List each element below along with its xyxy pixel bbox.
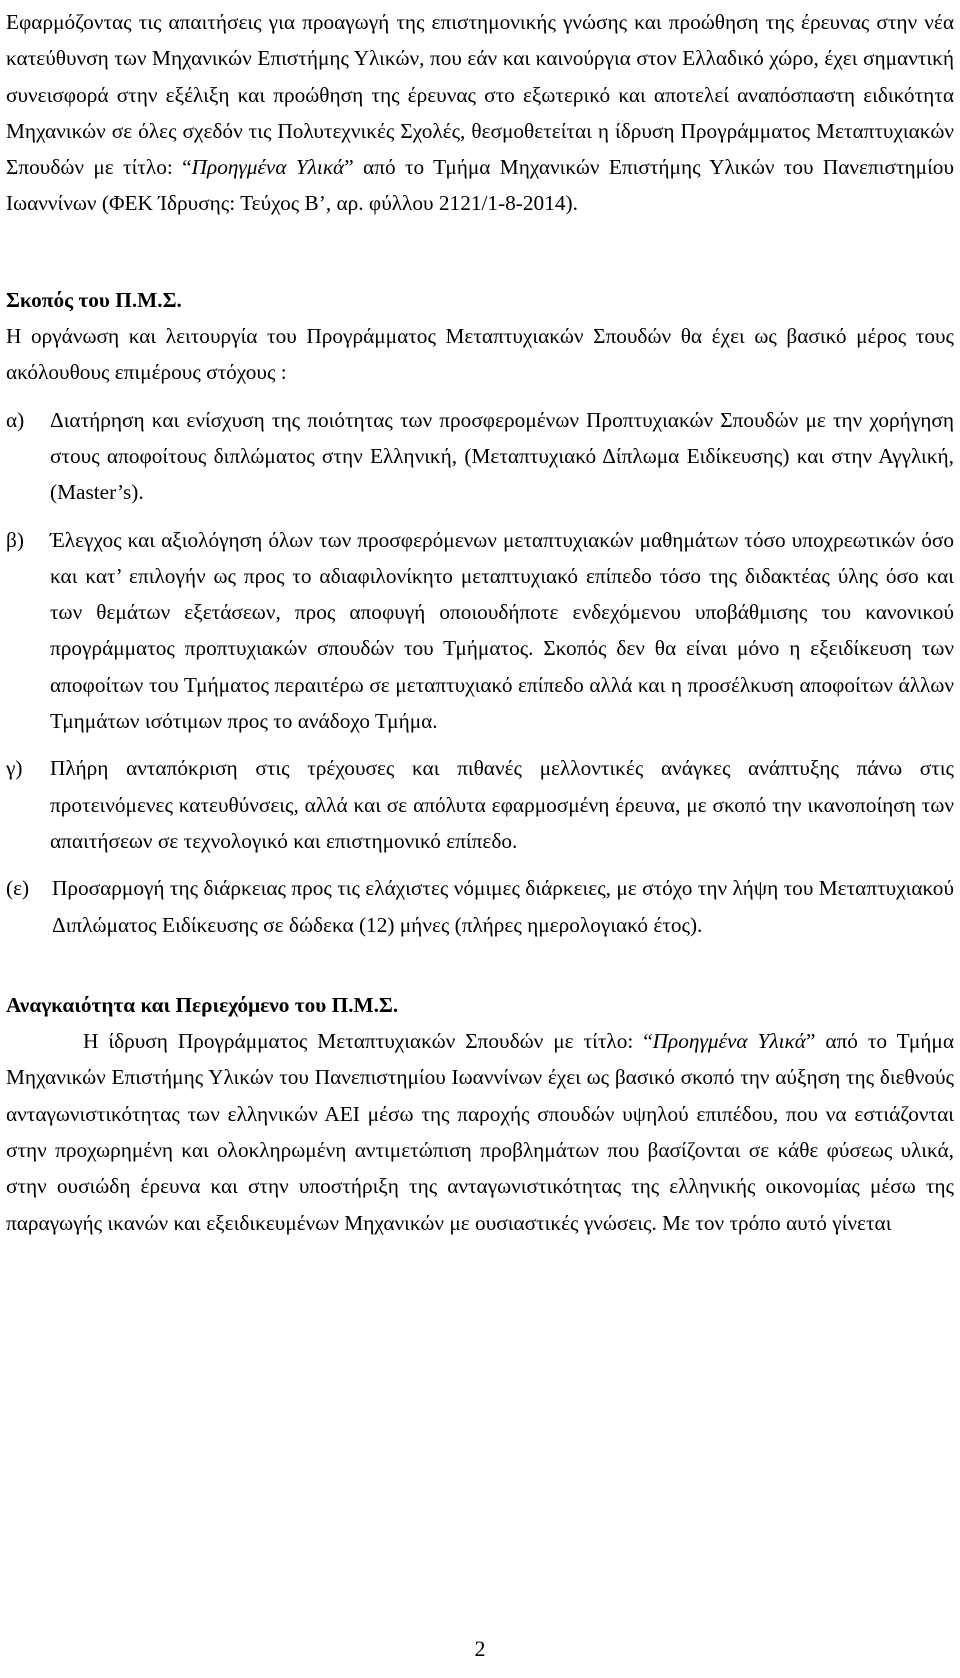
list-item xyxy=(6,522,954,740)
list-item xyxy=(6,750,954,859)
list-item-text: Πλήρη ανταπόκριση στις τρέχουσες και πιθανές μελλοντικές ανάγκες ανάπτυξης πάνω στις προτεινόμενες κατευθύνσεις, αλλά και σε απόλυτα εφαρμοσμένη έρευνα, με σκοπό την ικανοποίηση των απαιτήσεων σε τεχνολογικό και επιστημονικό επίπεδο. xyxy=(50,756,954,853)
list-item-text: Διατήρηση και ενίσχυση της ποιότητας των προσφερομένων Προπτυχιακών Σπουδών με την χορήγηση στους αποφοίτους διπλώματος στην Ελληνική, (Μεταπτυχιακό Δίπλωμα Ειδίκευσης) και στην Αγγλική, (Master’s). xyxy=(50,407,954,505)
necessity-text-end: ” από το Τμήμα Μηχανικών Επιστήμης Υλικών του Πανεπιστημίου Ιωαννίνων έχει ως βασικό σκοπό την αύξηση της διεθνούς ανταγωνιστικότητας των ελληνικών ΑΕΙ μέσω της παροχής σπουδών υψηλού επιπέδου, που να εστιάζονται στην προχωρημένη και ολοκληρωμένη αντιμετώπιση προβλημάτων που βασίζονται σε κάθε φύσεως υλικά, στην ουσιώδη έρευνα και στην υποστήριξη της ανταγωνιστικότητας της ελληνικής οικονομίας μέσω της παραγωγής ικανών και εξειδικευμένων Μηχανικών με ουσιαστικές γνώσεις. Με τον τρόπο αυτό γίνεται xyxy=(6,1029,954,1235)
intro-text-end: ” από το Τμήμα Μηχανικών Επιστήμης Υλικών του Πανεπιστημίου Ιωαννίνων (ΦΕΚ Ίδρυσης: Τεύχος Β’, αρ. φύλλου 2121/1-8-2014). xyxy=(6,155,955,216)
program-title: Προηγμένα Υλικά xyxy=(191,155,345,180)
intro-text-start: Εφαρμόζοντας τις απαιτήσεις για προαγωγή της επιστημονικής γνώσης και προώθηση της έρευνας στην νέα κατεύθυνση των Μηχανικών Επιστήμης Υλικών, που εάν και καινούργια στον Ελλαδικό χώρο, έχει σημαντική συνεισφορά στην εξέλιξη και προώθηση της έρευνας στο εξωτερικό και αποτελεί αναπόσπαστη ειδικότητα Μηχανικών σε όλες σχεδόν τις Πολυτεχνικές Σχολές, θεσμοθετείται η ίδρυση Προγράμματος Μεταπτυχιακών Σπουδών με τίτλο: “ xyxy=(6,10,954,180)
intro-paragraph xyxy=(6,4,954,222)
necessity-text-start: Η ίδρυση Προγράμματος Μεταπτυχιακών Σπουδών με τίτλο: “ xyxy=(83,1029,653,1054)
list-item-text: Προσαρμογή της διάρκειας προς τις ελάχιστες νόμιμες διάρκειες, με στόχο την λήψη του Μεταπτυχιακού Διπλώματος Ειδίκευσης σε δώδεκα (12) μήνες (πλήρες ημερολογιακό έτος). xyxy=(52,876,954,937)
section-heading-purpose: Σκοπός του Π.Μ.Σ. xyxy=(6,287,182,312)
purpose-lead-paragraph: Η οργάνωση και λειτουργία του Προγράμματος Μεταπτυχιακών Σπουδών θα έχει ως βασικό μέρος τους ακόλουθους επιμέρους στόχους : xyxy=(6,324,954,385)
list-marker: γ) xyxy=(6,756,23,781)
necessity-paragraph xyxy=(6,1023,954,1241)
document-page xyxy=(6,4,954,1241)
list-marker: α) xyxy=(6,407,25,432)
list-item xyxy=(6,870,954,943)
list-marker: (ε) xyxy=(6,876,30,901)
list-item-text: Έλεγχος και αξιολόγηση όλων των προσφερόμενων μεταπτυχιακών μαθημάτων τόσο υποχρεωτικών όσο και κατ’ επιλογήν ως προς το αδιαφιλονίκητο μεταπτυχιακό επίπεδο τόσο της διδακτέας ύλης όσο και των θεμάτων εξετάσεων, προς αποφυγή οποιουδήποτε ενδεχόμενου υποβάθμισης του κανονικού προγράμματος προπτυχιακών σπουδών του Τμήματος. Σκοπός δεν θα είναι μόνο η εξειδίκευση των αποφοίτων του Τμήματος περαιτέρω σε μεταπτυχιακό επίπεδο αλλά και η προσέλκυση αποφοίτων άλλων Τμημάτων ισότιμων προς το ανάδοχο Τμήμα. xyxy=(50,527,954,734)
program-title: Προηγμένα Υλικά xyxy=(652,1029,806,1054)
list-marker: β) xyxy=(6,527,24,552)
section-heading-necessity: Αναγκαιότητα και Περιεχόμενο του Π.Μ.Σ. xyxy=(6,992,399,1017)
list-item xyxy=(6,402,954,511)
page-number: 2 xyxy=(474,1636,486,1661)
